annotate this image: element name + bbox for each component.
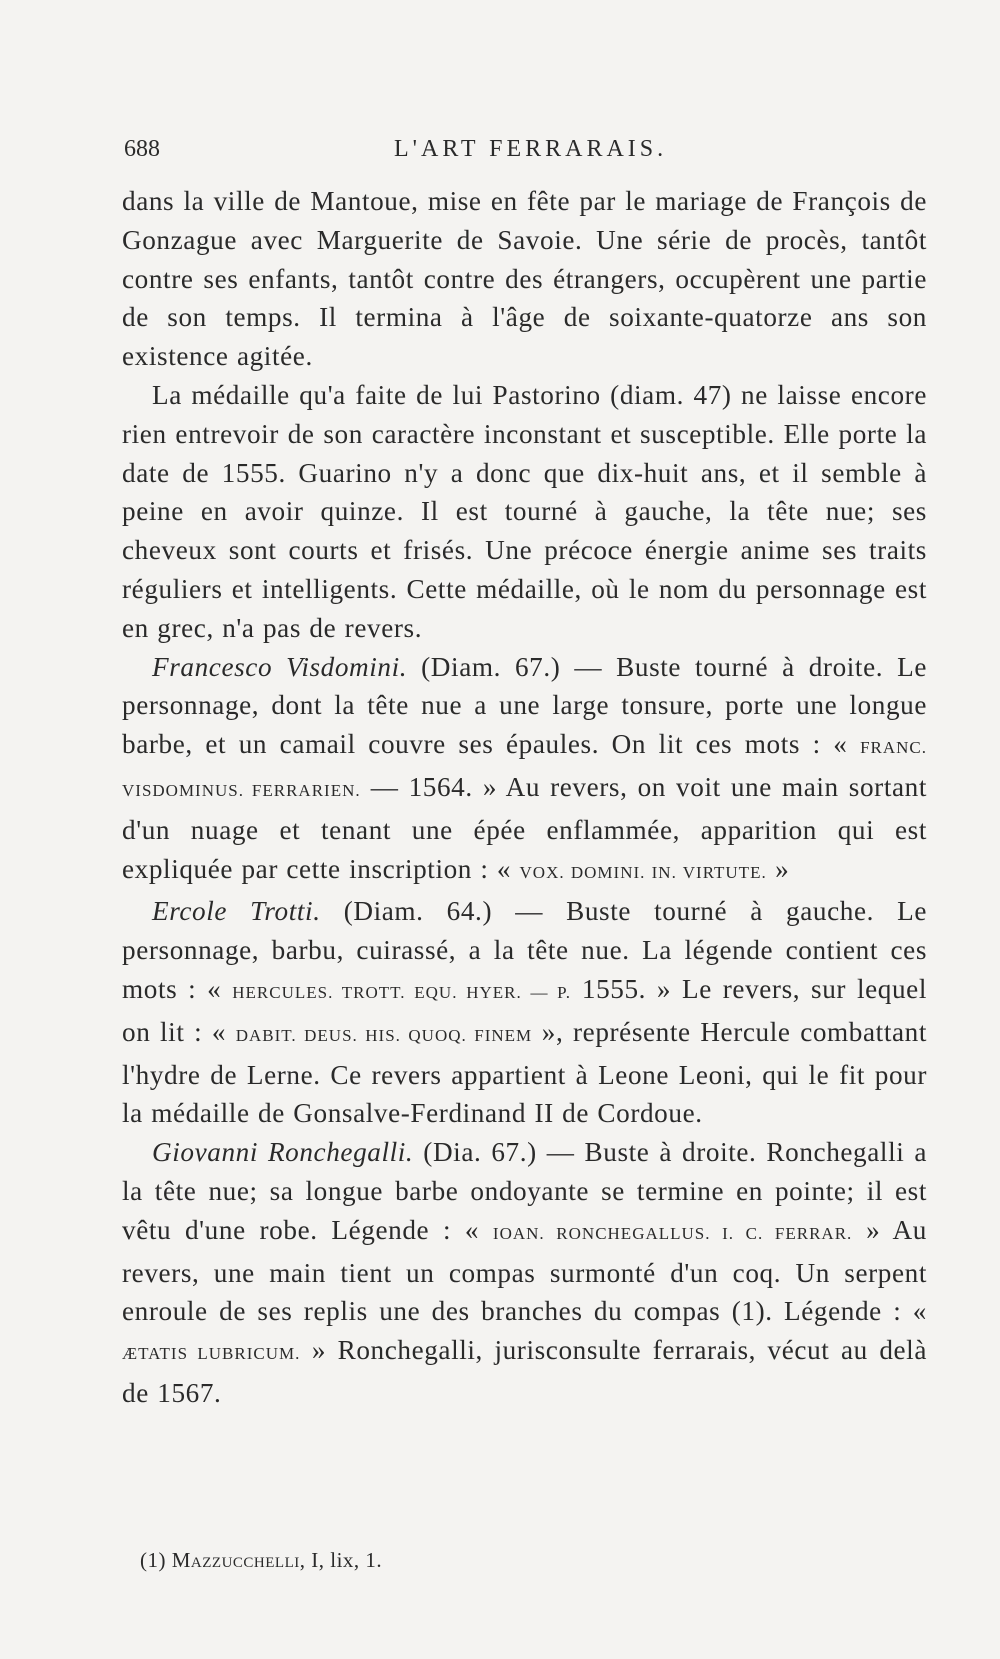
- footnote-marker: (1): [140, 1548, 166, 1572]
- medal-name-trotti: Ercole Trotti.: [152, 896, 321, 927]
- visdomini-text-a: (Diam. 67.) — Buste tourné à droite. Le personnage, dont la tête nue a une large tonsure, porte une longue barbe, et un camail couvre ses épaules. On lit ces mots : «: [122, 651, 927, 760]
- body-text: [122, 182, 927, 1413]
- ronchegalli-text-c: » Ronchegalli, jurisconsulte ferrarais, vécut au delà de 1567.: [122, 1335, 927, 1408]
- trotti-legend-reverse: DABIT. DEUS. HIS. QUOQ. FINEM: [235, 1025, 533, 1045]
- trotti-text-c: », représente Hercule combattant l'hydre de Lerne. Ce revers appartient à Leone Leoni, qui le fit pour la médaille de Gonsalve-Ferdinand II de Cordoue.: [122, 1016, 927, 1129]
- footnote-author: Mazzucchelli: [171, 1548, 300, 1572]
- visdomini-legend-reverse: VOX. DOMINI. IN. VIRTUTE.: [519, 862, 767, 882]
- trotti-legend: HERCULES. TROTT. EQU. HYER. — P.: [232, 982, 571, 1002]
- footnote-reference: , I, lix, 1.: [299, 1548, 383, 1572]
- ronchegalli-legend-reverse: ÆTATIS LUBRICUM.: [122, 1344, 301, 1364]
- ronchegalli-legend: IOAN. RONCHEGALLUS. I. C. FERRAR.: [492, 1223, 853, 1243]
- paragraph-2: La médaille qu'a faite de lui Pastorino (diam. 47) ne laisse encore rien entrevoir de son caractère inconstant et susceptible. Elle porte la date de 1555. Guarino n'y a donc que dix-huit ans, et il semble à peine en avoir quinze. Il est tourné à gauche, la tête nue; ses cheveux sont courts et frisés. Une précoce énergie anime ses traits réguliers et intelligents. Cette médaille, où le nom du personnage est en grec, n'a pas de revers.: [122, 379, 927, 643]
- visdomini-text-b: — 1564. » Au revers, on voit une main sortant d'un nuage et tenant une épée enflammée, apparition qui est expliquée par cette inscription : «: [122, 771, 927, 884]
- trotti-text-b: 1555. » Le revers, sur lequel on lit : «: [122, 973, 927, 1047]
- running-head: [122, 136, 927, 166]
- medal-name-ronchegalli: Giovanni Ronchegalli.: [152, 1137, 414, 1168]
- trotti-text-a: (Diam. 64.) — Buste tourné à gauche. Le personnage, barbu, cuirassé, a la tête nue. La légende contient ces mots : «: [122, 896, 927, 1004]
- paragraph-ronchegalli: [122, 1133, 927, 1413]
- medal-name-visdomini: Francesco Visdomini.: [152, 651, 408, 682]
- footnote: [140, 1548, 382, 1573]
- paragraph-1: dans la ville de Mantoue, mise en fête par le mariage de François de Gonzague avec Marguerite de Savoie. Une série de procès, tantôt contre ses enfants, tantôt contre des étrangers, occupèrent une partie de son temps. Il termina à l'âge de soixante-quatorze ans son existence agitée.: [122, 186, 927, 372]
- page-number: 688: [124, 136, 160, 162]
- paragraph-trotti: [122, 892, 927, 1133]
- ronchegalli-text-a: (Dia. 67.) — Buste à droite. Ronchegalli a la tête nue; sa longue barbe ondoyante se termine en pointe; il est vêtu d'une robe. Légende : «: [122, 1137, 928, 1245]
- book-page: [122, 0, 927, 1659]
- visdomini-legend: FRANC. VISDOMINUS. FERRARIEN.: [122, 738, 927, 800]
- paragraph-visdomini: [122, 648, 927, 893]
- visdomini-text-c: »: [766, 853, 790, 884]
- ronchegalli-text-b: » Au revers, une main tient un compas surmonté d'un coq. Un serpent enroule de ses replis une des branches du compas (1). Légende : «: [122, 1214, 927, 1327]
- running-title: L'ART FERRARAIS.: [394, 136, 668, 162]
